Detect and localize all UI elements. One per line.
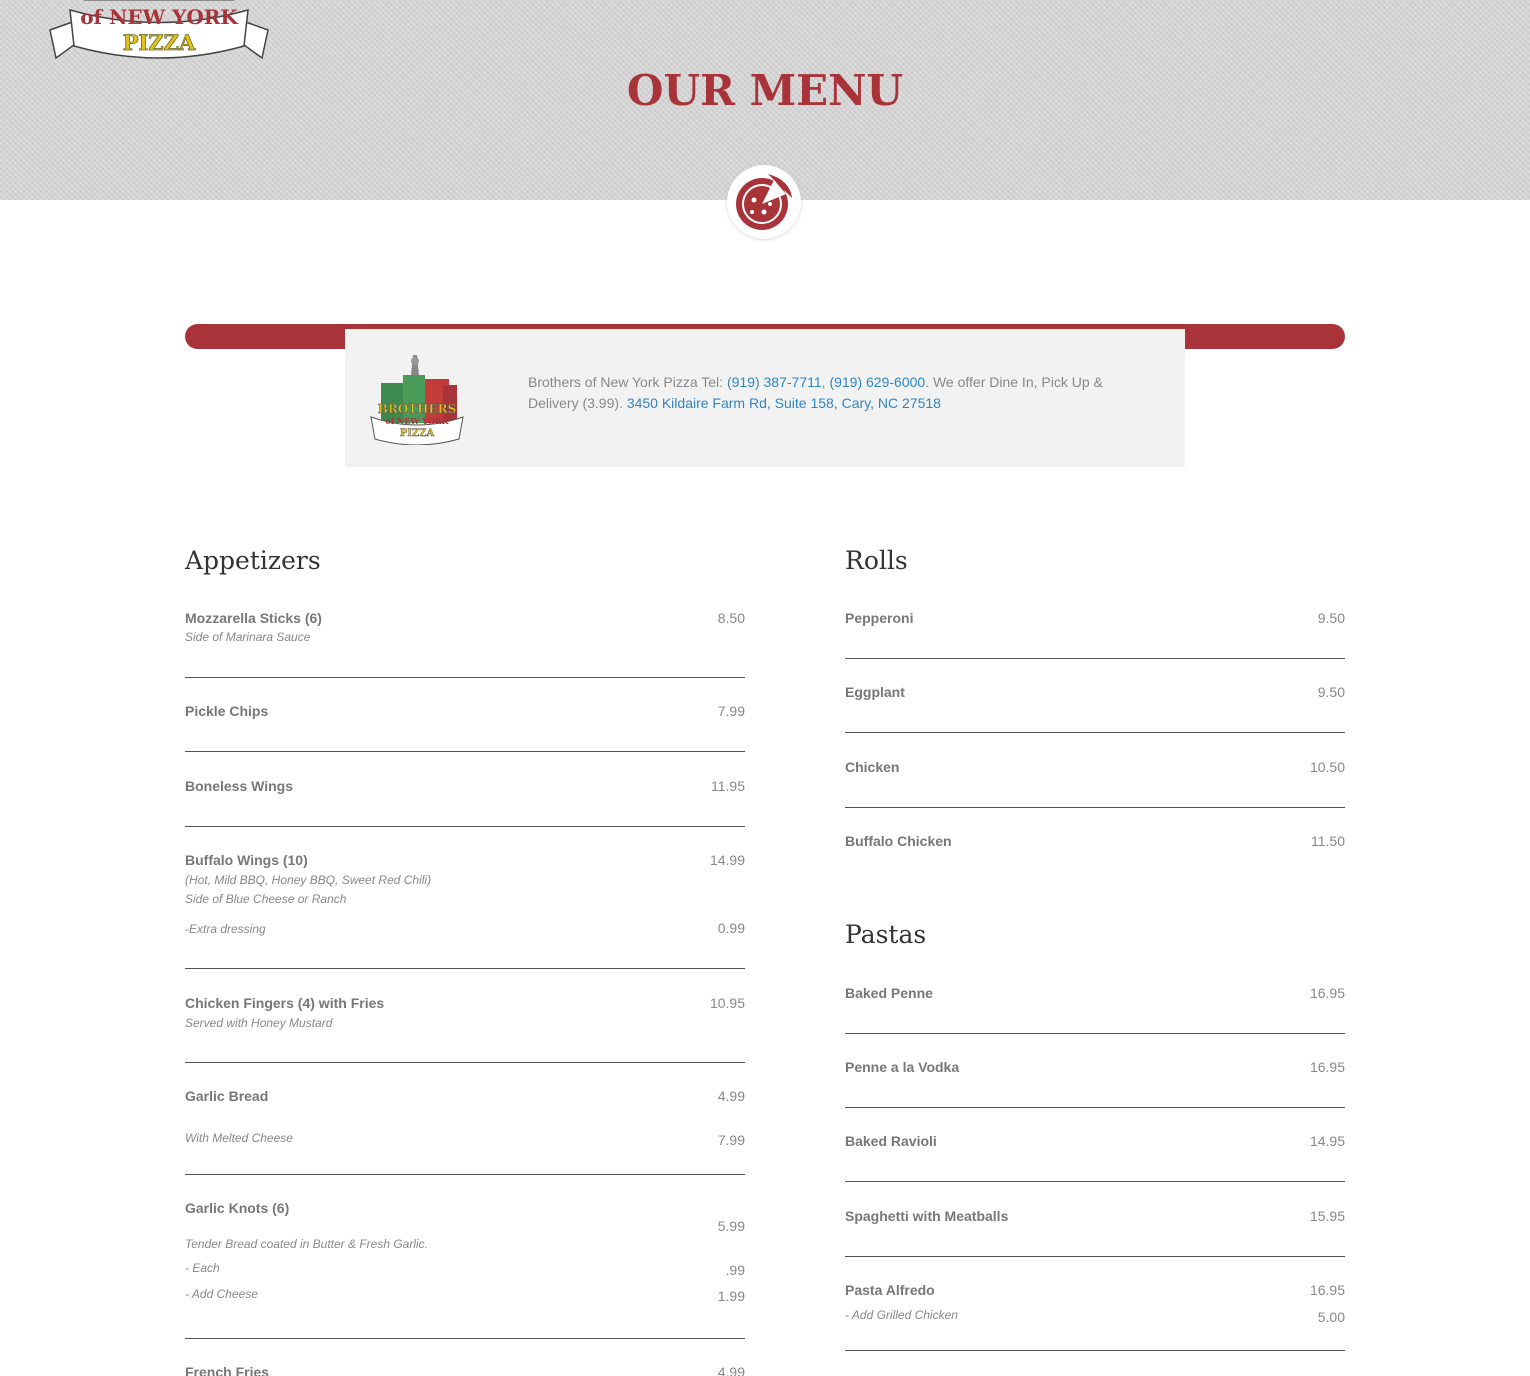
divider: [185, 968, 745, 969]
item-price: 10.95: [709, 995, 745, 1011]
info-logo-line1: BROTHERS: [377, 402, 457, 416]
item-price: 8.50: [717, 610, 745, 626]
menu-item: [185, 1364, 745, 1376]
item-desc: Side of Marinara Sauce: [185, 630, 311, 644]
item-option-price: 1.99: [717, 1288, 745, 1304]
item-name: French Fries: [185, 1364, 270, 1376]
item-name: Buffalo Chicken: [845, 833, 952, 849]
item-price: 4.99: [717, 1364, 745, 1376]
item-price: 15.95: [1309, 1208, 1345, 1224]
item-desc: Side of Blue Cheese or Ranch: [185, 892, 347, 906]
section-title-rolls: Rolls: [845, 546, 908, 575]
item-desc: Served with Honey Mustard: [185, 1016, 333, 1030]
menu-item: [185, 703, 745, 723]
item-option-price: 7.99: [717, 1132, 745, 1148]
item-option: - Each: [185, 1261, 220, 1275]
item-price: 9.50: [1317, 610, 1345, 626]
item-option: -Extra dressing: [185, 922, 266, 936]
divider: [185, 751, 745, 752]
item-price: 10.50: [1309, 759, 1345, 775]
divider: [845, 1256, 1345, 1257]
menu-item: [185, 778, 745, 798]
menu-item: [845, 833, 1345, 853]
item-price: 7.99: [717, 703, 745, 719]
divider: [185, 1338, 745, 1339]
info-logo-line2: of NEW YORK: [385, 416, 449, 426]
divider: [845, 1033, 1345, 1034]
menu-item: [845, 1059, 1345, 1079]
item-name: Boneless Wings: [185, 778, 294, 794]
item-price: 11.95: [711, 778, 745, 794]
item-name: Pickle Chips: [185, 703, 269, 719]
divider: [845, 1107, 1345, 1108]
divider: [845, 658, 1345, 659]
item-name: Chicken: [845, 759, 900, 775]
item-desc: Tender Bread coated in Butter & Fresh Garlic.: [185, 1237, 429, 1251]
info-sep: ,: [821, 374, 830, 390]
logo-text-line2: of NEW YORK: [80, 5, 238, 29]
item-option: - Add Cheese: [185, 1287, 258, 1301]
menu-item: [185, 995, 745, 1035]
logo-text-line3: PIZZA: [122, 30, 196, 55]
menu-item: [845, 985, 1345, 1005]
item-price: 16.95: [1309, 985, 1345, 1001]
info-box: [345, 329, 1185, 467]
divider: [185, 1062, 745, 1063]
menu-item: [845, 684, 1345, 704]
item-option-price: 0.99: [717, 920, 745, 936]
item-price: 16.95: [1309, 1059, 1345, 1075]
divider: [185, 1174, 745, 1175]
section-title-pastas: Pastas: [845, 920, 927, 949]
item-name: Baked Ravioli: [845, 1133, 937, 1149]
site-logo[interactable]: [48, 0, 270, 64]
page-title: OUR MENU: [626, 66, 904, 115]
item-name: Mozzarella Sticks (6): [185, 610, 322, 626]
menu-item: [845, 1282, 1345, 1328]
item-option-price: .99: [725, 1262, 745, 1278]
divider: [845, 1350, 1345, 1351]
menu-item: [185, 1088, 745, 1150]
item-price: 16.95: [1309, 1282, 1345, 1298]
info-logo: [367, 353, 467, 445]
phone-link-2[interactable]: (919) 629-6000: [829, 374, 926, 390]
info-text-prefix: Brothers of New York Pizza Tel:: [528, 374, 727, 390]
divider: [185, 826, 745, 827]
menu-item: [845, 610, 1345, 630]
item-option-price: 5.00: [1317, 1309, 1345, 1325]
menu-item: [185, 610, 745, 650]
item-option: With Melted Cheese: [185, 1131, 293, 1145]
divider: [845, 807, 1345, 808]
item-name: Chicken Fingers (4) with Fries: [185, 995, 385, 1011]
item-desc: (Hot, Mild BBQ, Honey BBQ, Sweet Red Chili): [185, 873, 432, 887]
pizza-icon: [734, 172, 794, 232]
item-name: Baked Penne: [845, 985, 933, 1001]
menu-item: [185, 1200, 745, 1310]
info-text-mid: . We offer Dine In, Pick Up & Delivery (3.99).: [528, 374, 1103, 411]
address-link[interactable]: 3450 Kildaire Farm Rd, Suite 158, Cary, NC 27518: [626, 395, 941, 411]
divider: [185, 677, 745, 678]
pizza-badge: [727, 165, 801, 239]
item-price: 11.50: [1311, 833, 1345, 849]
divider: [845, 732, 1345, 733]
item-price: 14.99: [709, 852, 745, 868]
item-option: - Add Grilled Chicken: [845, 1308, 958, 1322]
info-logo-line3: PIZZA: [399, 428, 435, 439]
item-name: Penne a la Vodka: [845, 1059, 960, 1075]
item-name: Spaghetti with Meatballs: [845, 1208, 1009, 1224]
item-name: Pasta Alfredo: [845, 1282, 935, 1298]
item-name: Garlic Bread: [185, 1088, 269, 1104]
item-price: 4.99: [717, 1088, 745, 1104]
menu-item: [845, 759, 1345, 779]
info-text: [528, 372, 1128, 414]
item-name: Buffalo Wings (10): [185, 852, 308, 868]
item-name: Eggplant: [845, 684, 905, 700]
phone-link-1[interactable]: (919) 387-7711: [726, 374, 822, 390]
menu-item: [845, 1208, 1345, 1228]
item-price: 9.50: [1317, 684, 1345, 700]
item-name: Pepperoni: [845, 610, 914, 626]
item-price: 5.99: [717, 1218, 745, 1234]
item-name: Garlic Knots (6): [185, 1200, 290, 1216]
section-title-appetizers: Appetizers: [185, 546, 321, 575]
divider: [845, 1181, 1345, 1182]
item-price: 14.95: [1309, 1133, 1345, 1149]
menu-item: [185, 852, 745, 942]
menu-item: [845, 1133, 1345, 1153]
